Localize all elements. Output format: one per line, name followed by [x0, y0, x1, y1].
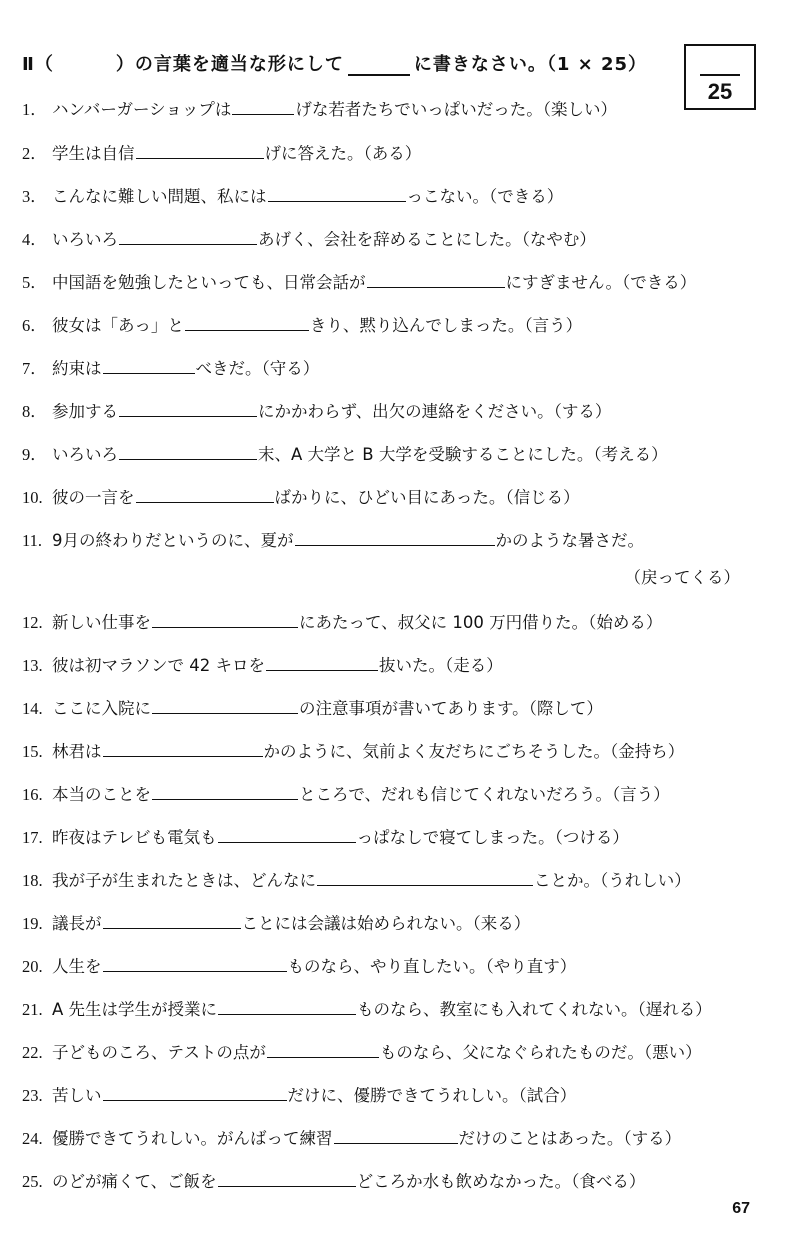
question-text-after: ものなら、やり直したい。（やり直す） [287, 957, 577, 976]
question-text-before: 優勝できてうれしい。がんばって練習 [52, 1129, 333, 1148]
answer-blank[interactable] [152, 695, 298, 714]
heading-post: に書きなさい。（1 × 25） [413, 54, 648, 75]
question-text-after: 末、A 大学と B 大学を受験することにした。（考える） [258, 445, 668, 464]
question-item [22, 1082, 576, 1108]
question-number: 20. [22, 957, 43, 976]
question-number: 25. [22, 1172, 43, 1191]
score-line [700, 74, 740, 76]
question-text-after: どころか水も飲めなかった。（食べる） [356, 1172, 646, 1191]
question-number: 13. [22, 656, 43, 675]
answer-blank[interactable] [136, 140, 264, 159]
answer-blank[interactable] [152, 781, 298, 800]
answer-blank[interactable] [103, 910, 241, 929]
question-item [22, 140, 421, 166]
answer-blank[interactable] [232, 96, 294, 115]
question-text-before: 人生を [52, 957, 102, 976]
question-text-after: あげく、会社を辞めることにした。（なやむ） [258, 230, 596, 249]
answer-blank[interactable] [334, 1125, 458, 1144]
score-box [684, 44, 756, 110]
question-text-before: ここに入院に [52, 699, 151, 718]
question-number: 8． [22, 402, 47, 421]
question-item [22, 183, 563, 209]
question-text-after: の注意事項が書いてあります。（際して） [299, 699, 603, 718]
answer-blank[interactable] [185, 312, 309, 331]
answer-blank[interactable] [103, 355, 195, 374]
question-item [22, 1039, 702, 1065]
question-text-after: にすぎません。（できる） [505, 273, 697, 292]
heading-blank [348, 56, 410, 76]
question-number: 23. [22, 1086, 43, 1105]
question-item [22, 953, 576, 979]
answer-blank[interactable] [218, 996, 356, 1015]
question-text-after: ところで、だれも信じてくれないだろう。（言う） [299, 785, 670, 804]
question-item [22, 652, 503, 678]
answer-blank[interactable] [267, 1039, 379, 1058]
question-text-before: こんなに難しい問題、私には [52, 187, 267, 206]
question-text-before: 新しい仕事を [52, 613, 151, 632]
q11-hint: （戻ってくる） [624, 568, 740, 587]
question-text-before: 本当のことを [52, 785, 151, 804]
question-item [22, 1168, 645, 1194]
question-number: 10. [22, 488, 43, 507]
question-number: 24. [22, 1129, 43, 1148]
question-text-after: げに答えた。（ある） [264, 144, 422, 163]
question-text-after: げな若者たちでいっぱいだった。（楽しい） [295, 100, 617, 119]
answer-blank[interactable] [103, 953, 287, 972]
question-item [22, 269, 696, 295]
answer-blank[interactable] [119, 226, 257, 245]
answer-blank[interactable] [103, 738, 263, 757]
answer-blank[interactable] [119, 441, 257, 460]
question-number: 12. [22, 613, 43, 632]
question-item [22, 226, 596, 252]
question-item [22, 527, 644, 553]
question-text-before: 彼の一言を [52, 488, 135, 507]
question-number: 6． [22, 316, 47, 335]
question-item [22, 1125, 681, 1151]
question-text-before: 苦しい [52, 1086, 102, 1105]
question-number: 1． [22, 100, 47, 119]
answer-blank[interactable] [295, 527, 495, 546]
answer-blank[interactable] [317, 867, 533, 886]
question-number: 11. [22, 531, 43, 550]
question-text-after: きり、黙り込んでしまった。（言う） [309, 316, 583, 335]
question-item [22, 355, 319, 381]
answer-blank[interactable] [266, 652, 378, 671]
answer-blank[interactable] [136, 484, 274, 503]
question-number: 18. [22, 871, 43, 890]
question-text-after: べきだ。（守る） [195, 359, 320, 378]
question-item [22, 96, 617, 122]
question-number: 15. [22, 742, 43, 761]
question-text-before: ハンバーガーショップは [52, 100, 232, 119]
answer-blank[interactable] [152, 609, 298, 628]
section-heading [22, 50, 647, 76]
answer-blank[interactable] [218, 1168, 356, 1187]
question-number: 16. [22, 785, 43, 804]
question-text-after: ことか。（うれしい） [534, 871, 691, 890]
question-text-before: 約束は [52, 359, 102, 378]
question-item [22, 824, 629, 850]
question-item [22, 609, 662, 635]
question-text-before: いろいろ [52, 230, 118, 249]
question-text-after: 抜いた。（走る） [379, 656, 503, 675]
answer-blank[interactable] [367, 269, 505, 288]
question-text-before: 議長が [52, 914, 102, 933]
question-number: 4． [22, 230, 47, 249]
score-total: 25 [707, 79, 733, 104]
question-number: 3． [22, 187, 47, 206]
question-text-after: にかかわらず、出欠の連絡をください。（する） [258, 402, 612, 421]
question-item [22, 484, 580, 510]
answer-blank[interactable] [268, 183, 406, 202]
question-text-before: 9月の終わりだというのに、夏が [52, 531, 294, 550]
question-text-before: 参加する [52, 402, 118, 421]
question-item [22, 738, 684, 764]
question-number: 21. [22, 1000, 43, 1019]
question-number: 7． [22, 359, 47, 378]
question-text-before: 林君は [52, 742, 102, 761]
answer-blank[interactable] [218, 824, 356, 843]
question-item [22, 398, 611, 424]
question-text-after: だけに、優勝できてうれしい。（試合） [287, 1086, 577, 1105]
page-number: 67 [732, 1200, 750, 1217]
question-text-after: かのような暑さだ。 [495, 531, 644, 550]
question-text-before: 学生は自信 [52, 144, 135, 163]
question-text-after: だけのことはあった。（する） [458, 1129, 682, 1148]
question-text-after: ことには会議は始められない。（来る） [241, 914, 531, 933]
question-number: 9． [22, 445, 47, 464]
question-item [22, 312, 582, 338]
question-text-before: 彼女は「あっ」と [52, 316, 184, 335]
question-text-after: ものなら、父になぐられたものだ。（悪い） [379, 1043, 702, 1062]
heading-pre: Ⅱ（ [22, 54, 54, 75]
question-text-before: A 先生は学生が授業に [52, 1000, 218, 1019]
question-number: 17. [22, 828, 43, 847]
question-item [22, 441, 668, 467]
question-text-after: っぱなしで寝てしまった。（つける） [356, 828, 629, 847]
question-item [22, 996, 712, 1022]
answer-blank[interactable] [119, 398, 257, 417]
question-number: 22. [22, 1043, 43, 1062]
question-text-before: 昨夜はテレビも電気も [52, 828, 217, 847]
question-text-before: いろいろ [52, 445, 118, 464]
question-number: 2． [22, 144, 47, 163]
question-item [22, 695, 603, 721]
answer-blank[interactable] [103, 1082, 287, 1101]
question-text-after: かのように、気前よく友だちにごちそうした。（金持ち） [263, 742, 685, 761]
question-text-before: 我が子が生まれたときは、どんなに [52, 871, 316, 890]
question-item [22, 781, 670, 807]
question-text-after: ものなら、教室にも入れてくれない。（遅れる） [357, 1000, 712, 1019]
question-text-after: にあたって、叔父に 100 万円借りた。（始める） [299, 613, 663, 632]
question-text-after: ばかりに、ひどい目にあった。（信じる） [274, 488, 580, 507]
question-number: 14. [22, 699, 43, 718]
question-number: 5． [22, 273, 47, 292]
question-text-before: 子どものころ、テストの点が [52, 1043, 266, 1062]
question-text-before: のどが痛くて、ご飯を [52, 1172, 217, 1191]
question-item [22, 910, 530, 936]
question-item [22, 867, 691, 893]
question-text-before: 彼は初マラソンで 42 キロを [52, 656, 265, 675]
question-number: 19. [22, 914, 43, 933]
question-text-before: 中国語を勉強したといっても、日常会話が [52, 273, 366, 292]
question-text-after: っこない。（できる） [406, 187, 564, 206]
heading-mid: ）の言葉を適当な形にして [115, 54, 344, 75]
